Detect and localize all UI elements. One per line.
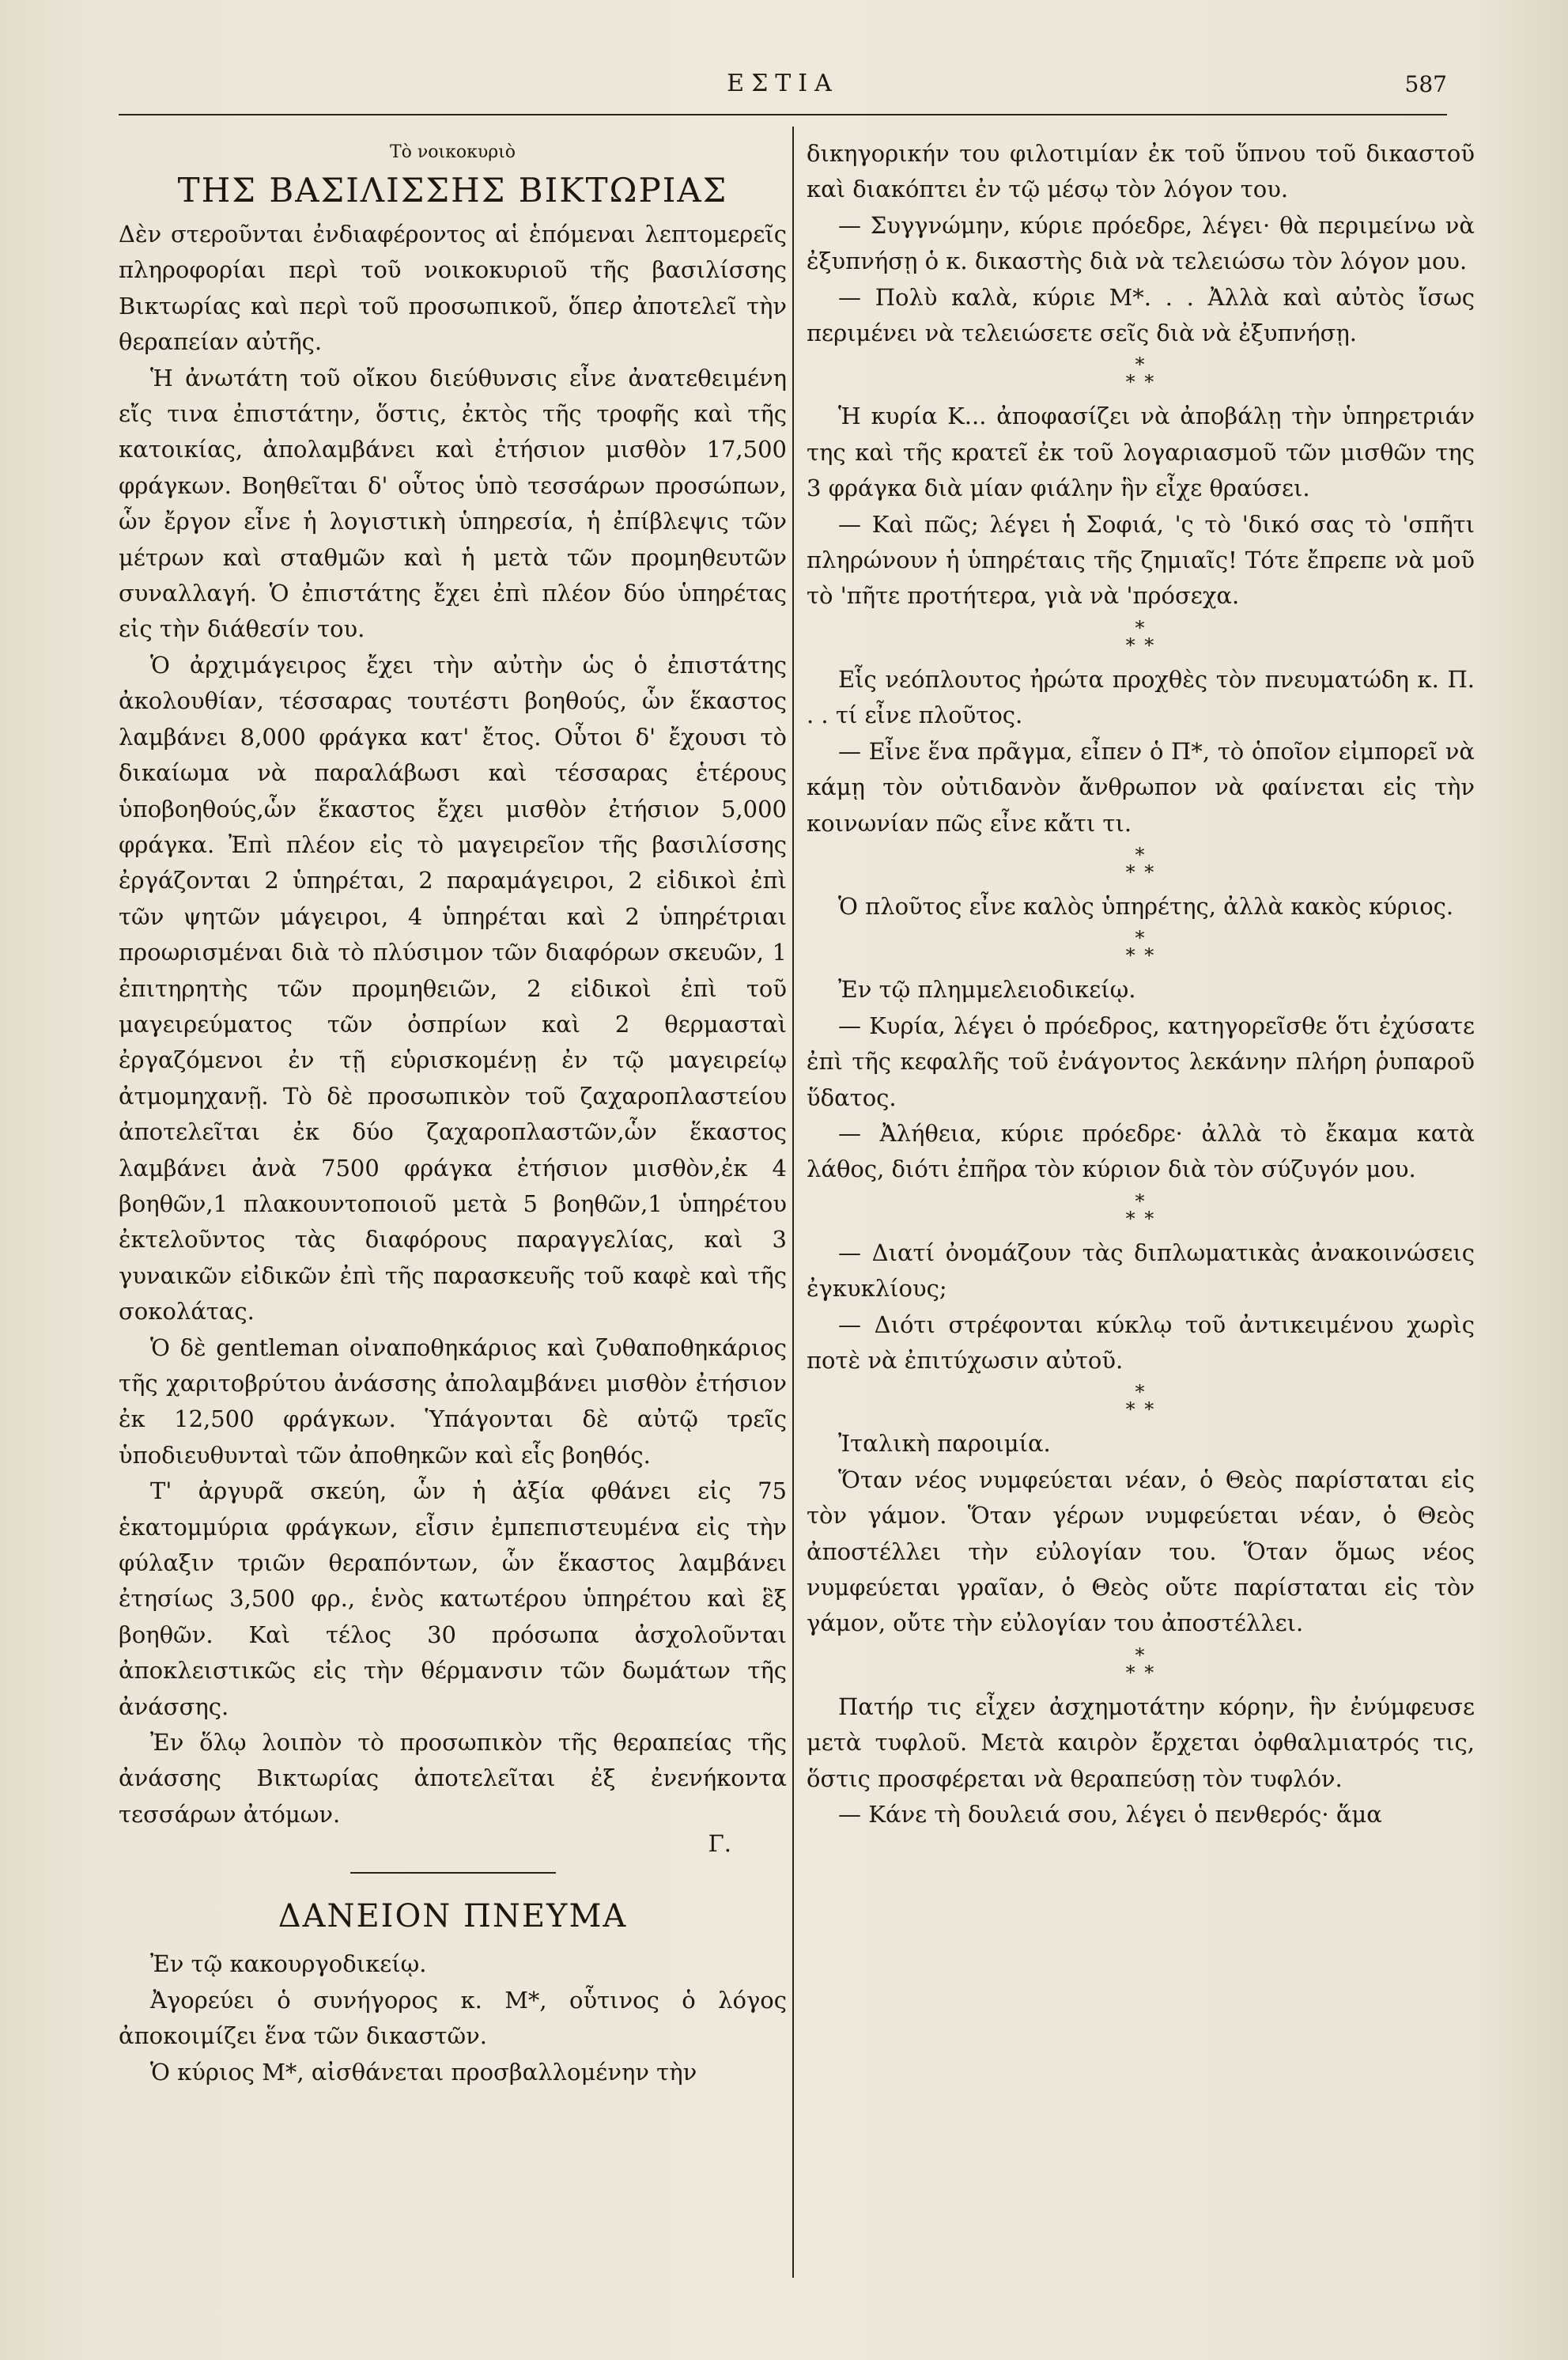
asterism-bottom: * * bbox=[1125, 944, 1156, 967]
article-subtitle: Τὸ νοικοκυριὸ bbox=[389, 142, 516, 162]
paragraph: — Πολὺ καλὰ, κύριε Μ*. . . Ἀλλὰ καὶ αὐτὸς ἴσως περιμένει νὰ τελειώσετε σεῖς διὰ νὰ ἐξυπνήσῃ. bbox=[807, 283, 1475, 347]
asterism-top: * bbox=[1135, 1381, 1147, 1404]
right-column bbox=[807, 136, 1475, 2271]
left-column bbox=[119, 136, 787, 2271]
paragraph: Δὲν στεροῦνται ἐνδιαφέροντος αἱ ἑπόμεναι λεπτομερεῖς πληροφορίαι περὶ τοῦ νοικοκυριοῦ τῆς βασιλίσσης Βικτωρίας καὶ περὶ τοῦ προσωπικοῦ, ὅπερ ἀποτελεῖ τὴν θεραπείαν αὐτῆς. bbox=[119, 221, 787, 356]
asterism-top: * bbox=[1135, 616, 1147, 639]
paragraph: Ὁ πλοῦτος εἶνε καλὸς ὑπηρέτης, ἀλλὰ κακὸς κύριος. bbox=[838, 892, 1454, 920]
asterism-bottom: * * bbox=[1125, 1398, 1156, 1421]
section-title: ΔΑΝΕΙΟΝ ΠΝΕΥΜΑ bbox=[278, 1898, 628, 1935]
paragraph: — Κυρία, λέγει ὁ πρόεδρος, κατηγορεῖσθε ὅτι ἐχύσατε ἐπὶ τῆς κεφαλῆς τοῦ ἐνάγοντος λεκάνην πλήρη ῥυπαροῦ ὕδατος. bbox=[807, 1012, 1475, 1111]
paragraph: — Καὶ πῶς; λέγει ἡ Σοφιά, 'ς τὸ 'δικό σας τὸ 'σπῆτι πληρώνουν ἡ ὑπηρέταις τῆς ζημιαῖς! Τότε ἔπρεπε νὰ μοῦ τὸ 'πῆτε προτήτερα, γιὰ νὰ 'πρόσεχα. bbox=[807, 510, 1475, 610]
paragraph: Ἀγορεύει ὁ συνήγορος κ. Μ*, οὗτινος ὁ λόγος ἀποκοιμίζει ἕνα τῶν δικαστῶν. bbox=[119, 1986, 787, 2050]
paragraph: Ὁ δὲ gentleman οἰναποθηκάριος καὶ ζυθαποθηκάριος τῆς χαριτοβρύτου ἀνάσσης ἀπολαμβάνει μισθὸν ἐτήσιον ἐκ 12,500 φράγκων. Ὑπάγονται δὲ αὐτῷ τρεῖς ὑποδιευθυνταὶ τῶν ἀποθηκῶν καὶ εἷς βοηθός. bbox=[119, 1333, 787, 1469]
paragraph: — Συγγνώμην, κύριε πρόεδρε, λέγει· θὰ περιμείνω νὰ ἐξυπνήσῃ ὁ κ. δικαστὴς διὰ νὰ τελειώσω τὸν λόγον μου. bbox=[807, 211, 1475, 275]
paragraph: Ἰταλικὴ παροιμία. bbox=[838, 1430, 1051, 1458]
paragraph: δικηγορικήν του φιλοτιμίαν ἐκ τοῦ ὕπνου τοῦ δικαστοῦ καὶ διακόπτει ἐν τῷ μέσῳ τὸν λόγον του. bbox=[807, 140, 1475, 203]
asterism-separator bbox=[807, 927, 1475, 967]
asterism-separator bbox=[807, 616, 1475, 656]
asterism-separator bbox=[807, 843, 1475, 883]
column-divider bbox=[792, 127, 794, 2278]
article-title: ΤΗΣ ΒΑΣΙΛΙΣΣΗΣ ΒΙΚΤΩΡΙΑΣ bbox=[177, 171, 728, 210]
asterism-top: * bbox=[1135, 927, 1147, 950]
asterism-separator bbox=[807, 1381, 1475, 1421]
paragraph: — Διότι στρέφονται κύκλῳ τοῦ ἀντικειμένου χωρὶς ποτὲ νὰ ἐπιτύχωσιν αὐτοῦ. bbox=[807, 1310, 1475, 1374]
asterism-top: * bbox=[1135, 843, 1147, 866]
paragraph: Ὅταν νέος νυμφεύεται νέαν, ὁ Θεὸς παρίσταται εἰς τὸν γάμον. Ὅταν γέρων νυμφεύεται νέαν, ὁ Θεὸς ἀποστέλλει τὴν εὐλογίαν του. Ὅταν ὅμως νέος νυμφεύεται γραῖαν, ὁ Θεὸς οὔτε παρίσταται εἰς τὸν γάμον, οὔτε τὴν εὐλογίαν του ἀποστέλλει. bbox=[807, 1466, 1475, 1637]
asterism-separator bbox=[807, 354, 1475, 394]
asterism-bottom: * * bbox=[1125, 1207, 1156, 1230]
asterism-separator bbox=[807, 1189, 1475, 1230]
asterism-bottom: * * bbox=[1125, 860, 1156, 883]
asterism-bottom: * * bbox=[1125, 1661, 1156, 1684]
asterism-bottom: * * bbox=[1125, 371, 1156, 394]
running-head bbox=[119, 70, 1447, 114]
header-rule bbox=[119, 114, 1447, 115]
paragraph: Ἡ ἀνωτάτη τοῦ οἴκου διεύθυνσις εἶνε ἀνατεθειμένη εἴς τινα ἐπιστάτην, ὅστις, ἐκτὸς τῆς τροφῆς καὶ τῆς κατοικίας, ἀπολαμβάνει καὶ ἐτήσιον μισθὸν 17,500 φράγκων. Βοηθεῖται δ' οὗτος ὑπὸ τεσσάρων προσώπων, ὧν ἔργον εἶνε ἡ λογιστικὴ ὑπηρεσία, ἡ ἐπίβλεψις τῶν μέτρων καὶ σταθμῶν καὶ ἡ μετὰ τῶν προμηθευτῶν συναλλαγή. Ὁ ἐπιστάτης ἔχει ἐπὶ πλέον δύο ὑπηρέτας εἰς τὴν διάθεσίν του. bbox=[119, 364, 787, 643]
paragraph: Εἷς νεόπλουτος ἠρώτα προχθὲς τὸν πνευματώδη κ. Π. . . τί εἶνε πλοῦτος. bbox=[807, 665, 1475, 729]
paragraph: Ὁ ἀρχιμάγειρος ἔχει τὴν αὐτὴν ὡς ὁ ἐπιστάτης ἀκολουθίαν, τέσσαρας τουτέστι βοηθούς, ὧν ἕκαστος λαμβάνει 8,000 φράγκα κατ' ἔτος. Οὗτοι δ' ἔχουσι τὸ δικαίωμα νὰ παραλάβωσι καὶ τέσσαρας ἑτέρους ὑποβοηθούς,ὧν ἕκαστος ἔχει μισθὸν ἐτήσιον 5,000 φράγκα. Ἐπὶ πλέον εἰς τὸ μαγειρεῖον τῆς βασιλίσσης ἐργάζονται 2 ὑπηρέται, 2 παραμάγειροι, 2 εἰδικοὶ ἐπὶ τῶν ψητῶν μάγειροι, 4 ὑπηρέται καὶ 2 ὑπηρέτριαι προωρισμέναι διὰ τὸ πλύσιμον τῶν διαφόρων σκευῶν, 1 ἐπιτηρητὴς τῶν προμηθειῶν, 2 εἰδικοὶ ἐπὶ τοῦ μαγειρεύματος τῶν ὀσπρίων καὶ 2 θερμασταὶ ἐργαζόμενοι ἐν τῇ εὑρισκομένῃ ἐν τῷ μαγειρείῳ ἀτμομηχανῇ. Τὸ δὲ προσωπικὸν τοῦ ζαχαροπλαστείου ἀποτελεῖται ἐκ δύο ζαχαροπλαστῶν,ὧν ἕκαστος λαμβάνει ἀνὰ 7500 φράγκα ἐτήσιον μισθὸν,ἐκ 4 βοηθῶν,1 πλακουντοποιοῦ μετὰ 5 βοηθῶν,1 ὑπηρέτου ἐκτελοῦντος τὰς διαφόρους παραγγελίας, καὶ 3 γυναικῶν εἰδικῶν ἐπὶ τῆς παρασκευῆς τοῦ καφὲ καὶ τῆς σοκολάτας. bbox=[119, 651, 787, 1326]
paragraph: — Εἶνε ἕνα πρᾶγμα, εἶπεν ὁ Π*, τὸ ὁποῖον εἰμπορεῖ νὰ κάμῃ τὸν οὐτιδανὸν ἄνθρωπον νὰ φαίνεται εἰς τὴν κοινωνίαν πῶς εἶνε κἄτι τι. bbox=[807, 737, 1475, 837]
paragraph: — Ἀλήθεια, κύριε πρόεδρε· ἀλλὰ τὸ ἔκαμα κατὰ λάθος, διότι ἐπῆρα τὸν κύριον διὰ τὸν σύζυγόν μου. bbox=[807, 1119, 1475, 1183]
paragraph: — Κάνε τὴ δουλειά σου, λέγει ὁ πενθερός· ἅμα bbox=[838, 1801, 1382, 1829]
paragraph: Ἐν τῷ κακουργοδικείῳ. bbox=[150, 1950, 427, 1978]
asterism-top: * bbox=[1135, 1643, 1147, 1666]
paragraph: Πατήρ τις εἶχεν ἀσχημοτάτην κόρην, ἣν ἐνύμφευσε μετὰ τυφλοῦ. Μετὰ καιρὸν ἔρχεται ὀφθαλμιατρός τις, ὅστις προσφέρεται νὰ θεραπεύσῃ τὸν τυφλόν. bbox=[807, 1692, 1475, 1792]
page-number: 587 bbox=[1404, 71, 1447, 97]
paragraph: Ἐν τῷ πλημμελειοδικείῳ. bbox=[838, 976, 1136, 1004]
paragraph: Ὁ κύριος Μ*, αἰσθάνεται προσβαλλομένην τὴν bbox=[150, 2058, 697, 2086]
paragraph: Ἐν ὅλῳ λοιπὸν τὸ προσωπικὸν τῆς θεραπείας τῆς ἀνάσσης Βικτωρίας ἀποτελεῖται ἐξ ἐνενήκοντα τεσσάρων ἀτόμων. bbox=[119, 1729, 787, 1828]
author-signature: Γ. bbox=[708, 1830, 731, 1858]
journal-name: ΕΣΤΙΑ bbox=[727, 70, 839, 97]
asterism-top: * bbox=[1135, 1189, 1147, 1212]
asterism-top: * bbox=[1135, 354, 1147, 376]
paragraph: — Διατί ὀνομάζουν τὰς διπλωματικὰς ἀνακοινώσεις ἐγκυκλίους; bbox=[807, 1239, 1475, 1303]
section-divider bbox=[350, 1872, 556, 1874]
paragraph: Τ' ἀργυρᾶ σκεύη, ὧν ἡ ἀξία φθάνει εἰς 75 ἑκατομμύρια φράγκων, εἶσιν ἐμπεπιστευμένα εἰς τὴν φύλαξιν τριῶν θεραπόντων, ὧν ἕκαστος λαμβάνει ἐτησίως 3,500 φρ., ἑνὸς κατωτέρου ὑπηρέτου καὶ ἓξ βοηθῶν. Καὶ τέλος 30 πρόσωπα ἀσχολοῦνται ἀποκλειστικῶς εἰς τὴν θέρμανσιν τῶν δωμάτων τῆς ἀνάσσης. bbox=[119, 1477, 787, 1720]
asterism-bottom: * * bbox=[1125, 633, 1156, 656]
paragraph: Ἡ κυρία Κ... ἀποφασίζει νὰ ἀποβάλῃ τὴν ὑπηρετριάν της καὶ τῆς κρατεῖ ἐκ τοῦ λογαριασμοῦ τῶν μισθῶν της 3 φράγκα διὰ μίαν φιάλην ἣν εἶχε θραύσει. bbox=[807, 403, 1475, 502]
asterism-separator bbox=[807, 1643, 1475, 1684]
